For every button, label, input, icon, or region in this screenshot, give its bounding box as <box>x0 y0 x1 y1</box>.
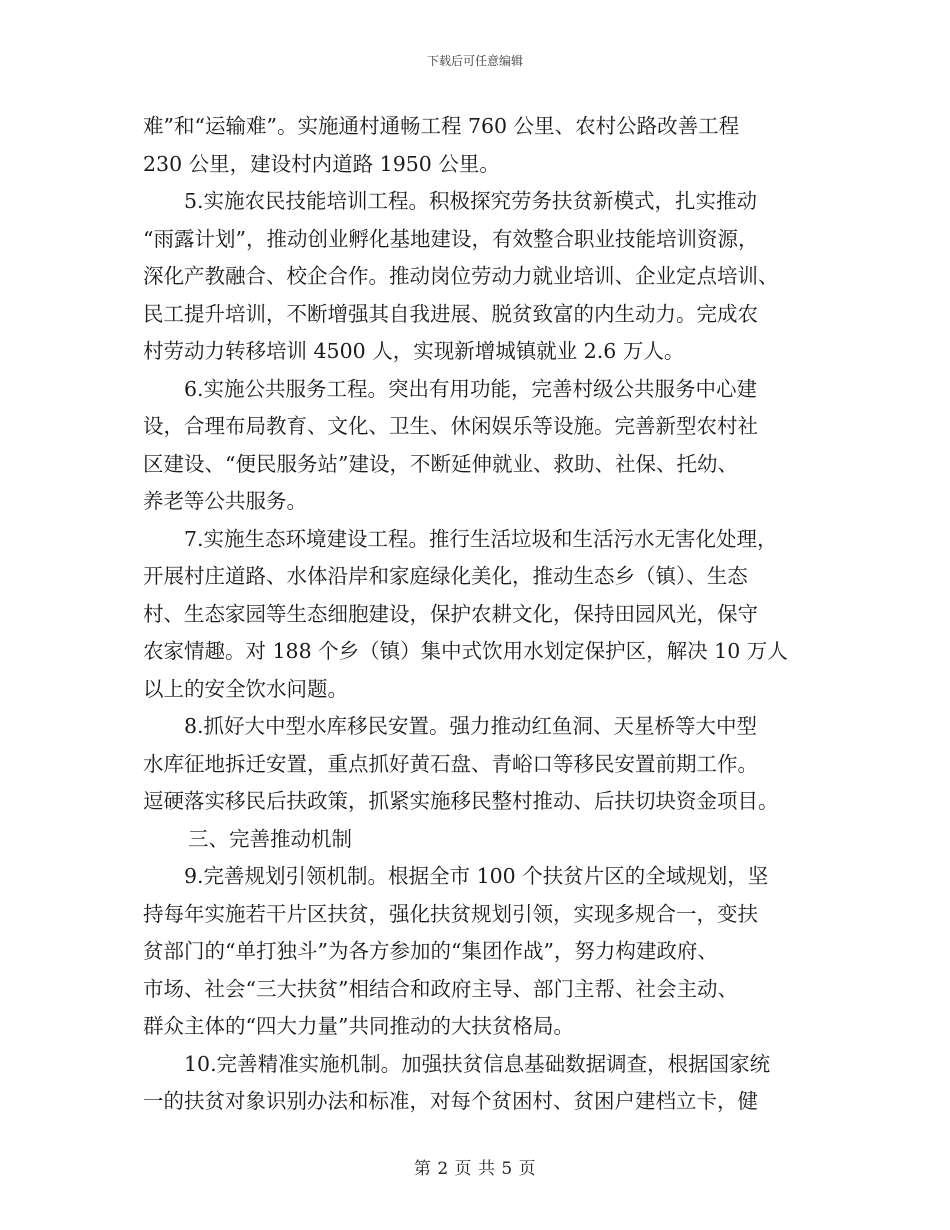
paragraph-start-line: 8.抓好大中型水库移民安置。强力推动红鱼洞、天星桥等大中型 <box>184 714 758 738</box>
text-line: 养老等公共服务。 <box>143 489 307 513</box>
text-line: 设，合理布局教育、文化、卫生、休闲娱乐等设施。完善新型农村社 <box>143 414 758 438</box>
paragraph-start-line: 6.实施公共服务工程。突出有用功能，完善村级公共服务中心建 <box>184 376 758 401</box>
text-line: “雨露计划”，推动创业孵化基地建设，有效整合职业技能培训资源， <box>143 226 759 251</box>
text-line: 逗硬落实移民后扶政策，抓紧实施移民整村推动、后扶切块资金项目。 <box>143 789 779 813</box>
text-line: 村、生态家园等生态细胞建设，保护农耕文化，保持田园风光，保守 <box>143 601 758 626</box>
text-line: 民工提升培训，不断增强其自我进展、脱贫致富的内生动力。完成农 <box>143 301 758 326</box>
text-line: 一的扶贫对象识别办法和标准，对每个贫困村、贫困户建档立卡，健 <box>143 1089 758 1113</box>
text-line: 难”和“运输难”。实施通村通畅工程 760 公里、农村公路改善工程 <box>143 114 740 138</box>
text-line: 村劳动力转移培训 4500 人，实现新增城镇就业 2.6 万人。 <box>143 339 685 363</box>
paragraph-start-line: 9.完善规划引领机制。根据全市 100 个扶贫片区的全域规划，坚 <box>184 864 769 888</box>
text-line: 开展村庄道路、水体沿岸和家庭绿化美化，推动生态乡（镇）、生态 <box>143 564 748 588</box>
text-line: 贫部门的“单打独斗”为各方参加的“集团作战”，努力构建政府、 <box>143 939 718 963</box>
text-line: 农家情趣。对 188 个乡（镇）集中式饮用水划定保护区，解决 10 万人 <box>143 639 788 663</box>
text-line: 群众主体的“四大力量”共同推动的大扶贫格局。 <box>143 1014 574 1038</box>
text-line: 持每年实施若干片区扶贫，强化扶贫规划引领，实现多规合一，变扶 <box>143 901 758 926</box>
text-line: 以上的安全饮水问题。 <box>143 676 348 701</box>
text-line: 区建设、“便民服务站”建设，不断延伸就业、救助、社保、托幼、 <box>143 451 738 476</box>
page-number-footer: 第 2 页 共 5 页 <box>413 1159 537 1179</box>
paragraph-start-line: 10.完善精准实施机制。加强扶贫信息基础数据调查，根据国家统 <box>184 1051 771 1076</box>
paragraph-start-line: 5.实施农民技能培训工程。积极探究劳务扶贫新模式，扎实推动 <box>184 189 758 213</box>
document-body <box>143 108 810 1121</box>
section-heading: 三、完善推动机制 <box>188 826 352 851</box>
text-line: 深化产教融合、校企合作。推动岗位劳动力就业培训、企业定点培训、 <box>143 264 779 288</box>
paragraph-start-line: 7.实施生态环境建设工程。推行生活垃圾和生活污水无害化处理， <box>184 526 778 551</box>
text-line: 市场、社会“三大扶贫”相结合和政府主导、部门主帮、社会主动、 <box>143 976 738 1001</box>
text-line: 水库征地拆迁安置，重点抓好黄石盘、青峪口等移民安置前期工作。 <box>143 751 758 776</box>
text-line: 230 公里，建设村内道路 1950 公里。 <box>143 151 500 176</box>
page-header: 下载后可任意编辑 <box>426 54 523 68</box>
